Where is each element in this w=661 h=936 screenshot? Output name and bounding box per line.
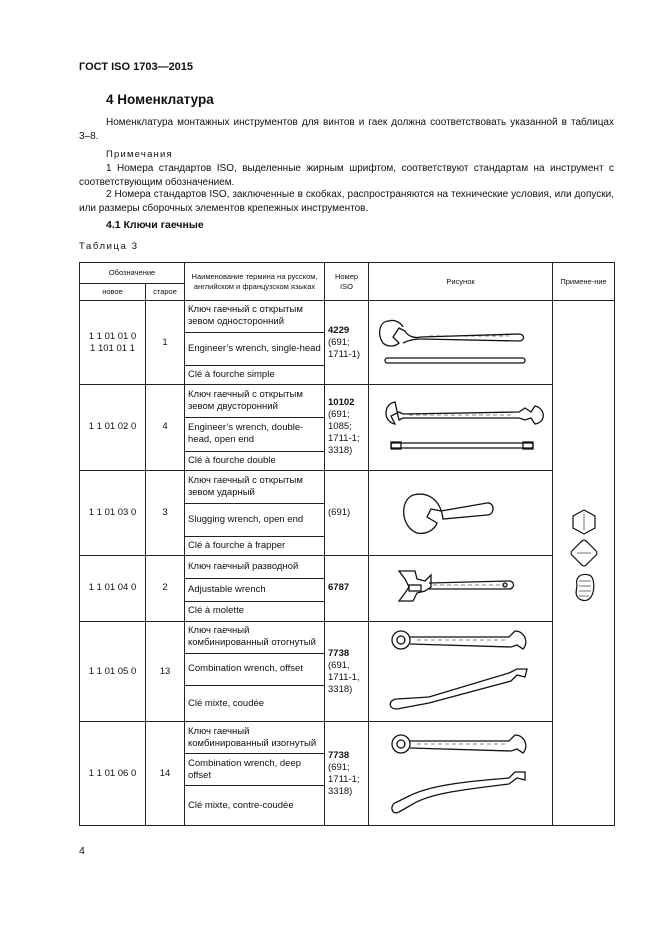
hexagon-nut-icon (573, 510, 595, 534)
table-caption: Таблица 3 (79, 241, 139, 252)
table-row (80, 556, 615, 579)
deep-offset-combination-wrench-icon (369, 722, 553, 826)
iso-number: 6787 (325, 556, 369, 622)
nomenclature-table (79, 262, 615, 826)
iso-number: 10102 (691; 1085; 1711-1; 3318) (325, 385, 369, 471)
notes-title: Примечания (106, 149, 173, 160)
application-cell (553, 301, 615, 826)
adjustable-wrench-icon (369, 556, 553, 622)
term-en: Engineer’s wrench, single-head (185, 332, 325, 366)
term-fr: Clé à fourche simple (185, 366, 325, 385)
term-fr: Clé mixte, coudée (185, 685, 325, 721)
single-open-end-wrench-icon (369, 301, 553, 385)
designation-new: 1 1 01 02 0 (80, 385, 146, 471)
designation-old: 4 (146, 385, 185, 471)
designation-new: 1 1 01 01 0 1 101 01 1 (80, 301, 146, 385)
term-ru: Ключ гаечный разводной (185, 556, 325, 579)
header-old: старое (146, 284, 185, 301)
term-en: Slugging wrench, open end (185, 503, 325, 537)
designation-new: 1 1 01 03 0 (80, 470, 146, 556)
term-ru: Ключ гаечный с открытым зевом односторонний (185, 301, 325, 333)
section-intro: Номенклатура монтажных инструментов для винтов и гаек должна соответствовать указанной в таблицах 3–8. (79, 117, 614, 142)
document-header: ГОСТ ISO 1703—2015 (79, 61, 194, 73)
header-designation: Обозначение (80, 263, 185, 284)
term-en: Combination wrench, deep offset (185, 754, 325, 786)
note-2: 2 Номера стандартов ISO, заключенные в скобках, распространяются на технические условия, или допуски, или размеры сборочных элементов крепежных инструментов. (79, 189, 614, 214)
term-fr: Clé à fourche double (185, 451, 325, 470)
slugging-wrench-icon (369, 470, 553, 556)
table-row (80, 301, 615, 333)
offset-combination-wrench-icon (369, 621, 553, 722)
note-1: 1 Номера стандартов ISO, выделенные жирным шрифтом, соответствуют стандартам на инструмент с соответствующим обозначением. (79, 163, 614, 188)
term-fr: Clé mixte, contre-coudée (185, 786, 325, 826)
subsection-title: 4.1 Ключи гаечные (106, 219, 204, 231)
designation-old: 1 (146, 301, 185, 385)
term-en: Engineer’s wrench, double-head, open end (185, 418, 325, 452)
designation-new: 1 1 01 05 0 (80, 621, 146, 722)
designation-new: 1 1 01 06 0 (80, 722, 146, 826)
term-ru: Ключ гаечный с открытым зевом ударный (185, 470, 325, 503)
term-en: Combination wrench, offset (185, 653, 325, 685)
term-fr: Clé à fourche à frapper (185, 537, 325, 556)
designation-old: 13 (146, 621, 185, 722)
header-application: Примене-ние (553, 263, 615, 301)
double-open-end-wrench-icon (369, 385, 553, 471)
page-number: 4 (79, 845, 85, 857)
term-ru: Ключ гаечный с открытым зевом двусторонний (185, 385, 325, 418)
term-en: Adjustable wrench (185, 578, 325, 601)
designation-old: 2 (146, 556, 185, 622)
designation-old: 3 (146, 470, 185, 556)
iso-number: 7738 (691, 1711-1, 3318) (325, 621, 369, 722)
table-row (80, 621, 615, 653)
term-ru: Ключ гаечный комбинированный отогнутый (185, 621, 325, 653)
slotted-head-icon (576, 574, 594, 600)
table-row (80, 470, 615, 503)
designation-old: 14 (146, 722, 185, 826)
iso-number: 7738 (691; 1711-1; 3318) (325, 722, 369, 826)
term-ru: Ключ гаечный комбинированный изогнутый (185, 722, 325, 754)
square-nut-icon (570, 539, 598, 567)
iso-number: 4229 (691; 1711-1) (325, 301, 369, 385)
table-row (80, 722, 615, 754)
header-term: Наименование термина на русском, английском и французском языках (185, 263, 325, 301)
section-title: 4 Номенклатура (106, 92, 214, 107)
term-fr: Clé à molette (185, 601, 325, 621)
designation-new: 1 1 01 04 0 (80, 556, 146, 622)
header-iso: Номер ISO (325, 263, 369, 301)
header-new: новое (80, 284, 146, 301)
table-row (80, 385, 615, 418)
header-figure: Рисунок (369, 263, 553, 301)
iso-number: (691) (325, 470, 369, 556)
